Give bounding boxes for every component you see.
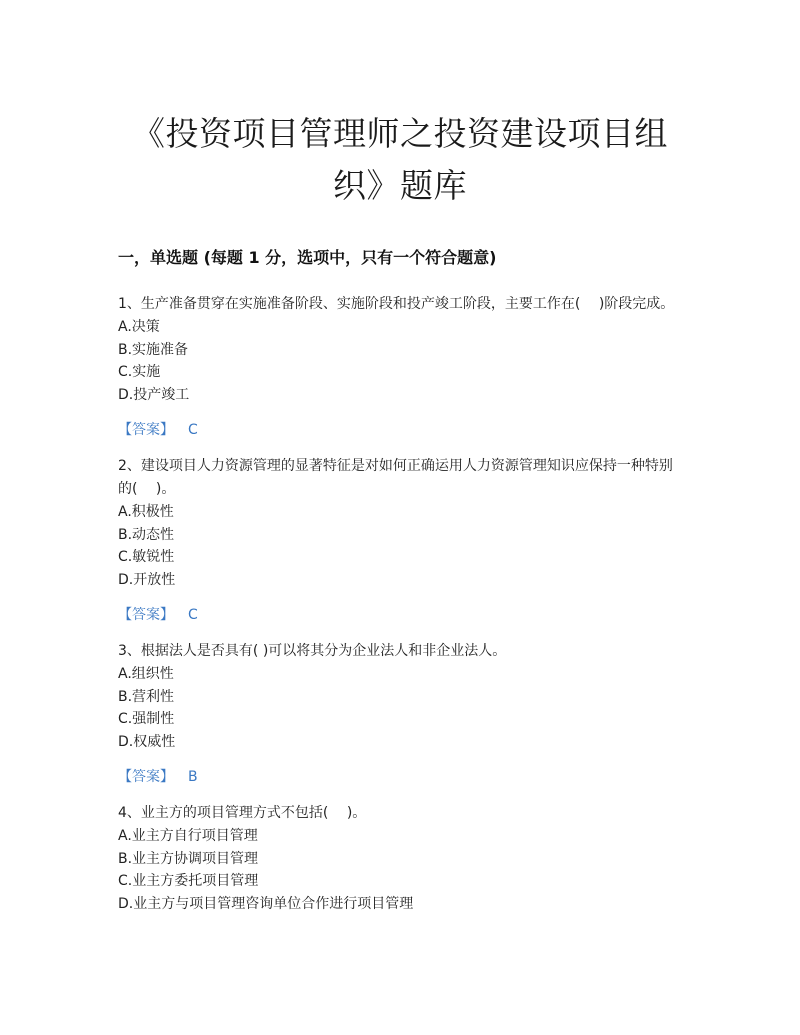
option-d: D.投产竣工 [118, 386, 190, 403]
option-c: C.业主方委托项目管理 [118, 873, 259, 889]
answer-value: C [188, 422, 198, 438]
question-stem: 3、根据法人是否具有( )可以将其分为企业法人和非企业法人。 [118, 643, 507, 659]
option-list [118, 316, 678, 406]
option-list [118, 501, 678, 591]
option-a: A.积极性 [118, 504, 174, 520]
option-c: C.敏锐性 [118, 549, 175, 565]
question-item [118, 802, 678, 915]
option-b: B.业主方协调项目管理 [118, 850, 259, 867]
option-d: D.开放性 [118, 571, 176, 588]
document-title: 《投资项目管理师之投资建设项目组织》题库 [132, 114, 668, 205]
question-stem: 2、建设项目人力资源管理的显著特征是对如何正确运用人力资源管理知识应保持一种特别的( )。 [118, 458, 673, 497]
option-d: D.业主方与项目管理咨询单位合作进行项目管理 [118, 895, 414, 912]
option-a: A.业主方自行项目管理 [118, 828, 258, 844]
option-list [118, 663, 678, 753]
answer-label: 【答案】 [118, 422, 174, 438]
option-c: C.实施 [118, 364, 161, 380]
option-b: B.动态性 [118, 526, 175, 543]
answer-value: B [188, 769, 198, 785]
question-item [118, 293, 678, 441]
option-a: A.决策 [118, 319, 160, 335]
option-b: B.实施准备 [118, 341, 189, 358]
question-list [118, 293, 678, 929]
question-item [118, 455, 678, 626]
question-item [118, 640, 678, 788]
option-list [118, 825, 678, 915]
answer-line [118, 604, 678, 626]
option-c: C.强制性 [118, 711, 175, 727]
answer-line [118, 419, 678, 441]
option-b: B.营利性 [118, 688, 175, 705]
option-a: A.组织性 [118, 666, 174, 682]
section-heading: 一，单选题 (每题 1 分，选项中，只有一个符合题意) [118, 248, 497, 267]
answer-line [118, 766, 678, 788]
answer-value: C [188, 607, 198, 623]
question-stem: 1、生产准备贯穿在实施准备阶段、实施阶段和投产竣工阶段，主要工作在( )阶段完成。 [118, 296, 675, 312]
question-stem: 4、业主方的项目管理方式不包括( )。 [118, 805, 367, 821]
answer-label: 【答案】 [118, 769, 174, 785]
answer-label: 【答案】 [118, 607, 174, 623]
option-d: D.权威性 [118, 733, 176, 750]
